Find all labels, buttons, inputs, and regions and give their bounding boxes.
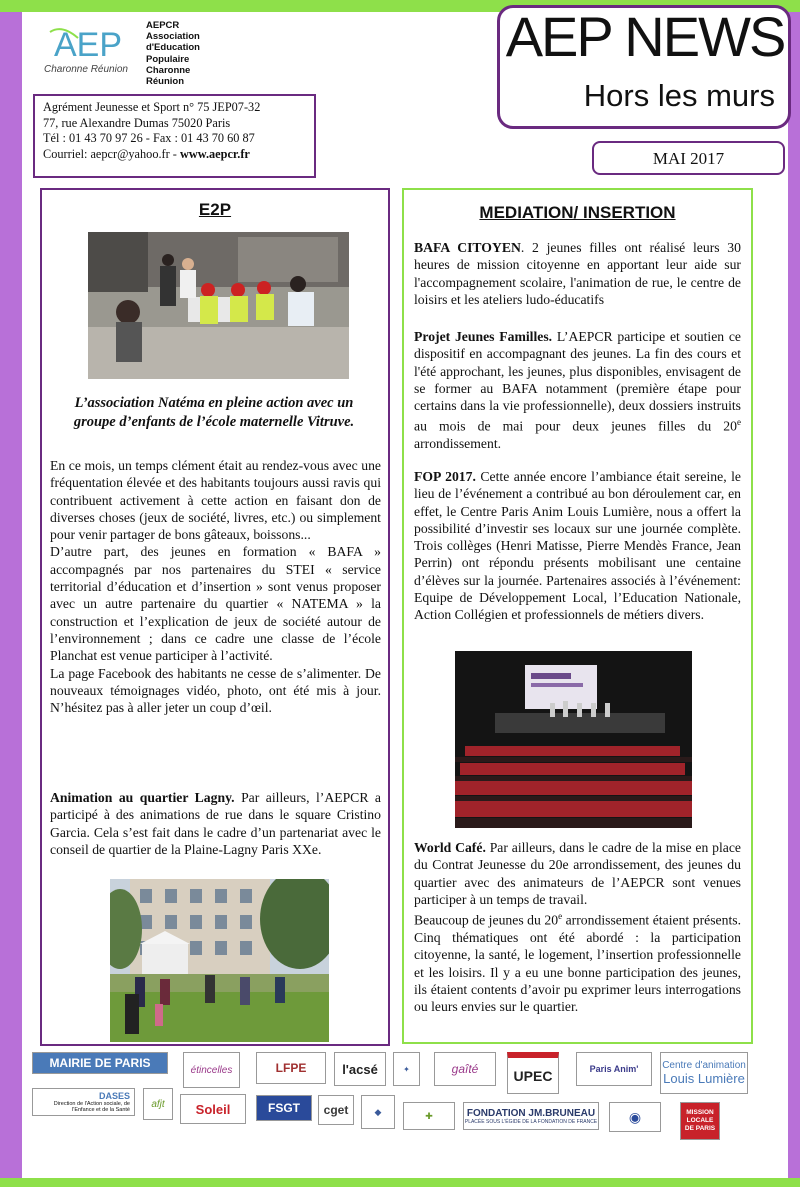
mairie-de-paris-logo: MAIRIE DE PARIS (32, 1052, 168, 1074)
cget-logo: cget (318, 1095, 354, 1125)
fsgt-logo: FSGT (256, 1095, 312, 1121)
etincelles-logo: étincelles (183, 1052, 240, 1088)
e2p-title: E2P (198, 200, 232, 219)
partner-logo-vertical: ✦ (393, 1052, 420, 1086)
fop-title: FOP 2017. (414, 469, 476, 484)
afjt-logo: afjt (143, 1088, 173, 1120)
org-line: Populaire (146, 53, 190, 65)
world-cafe-text: Par ailleurs, dans le cadre de la mise en place du Contrat Jeunesse du 20e arrondissement, des jeunes du quartier avec des animateurs de l’AEPCR sont venues participer à un temps de travail. (414, 840, 741, 907)
mission-line-2: LOCALE (686, 1117, 714, 1124)
bafa-text: . 2 jeunes filles ont réalisé leurs 30 heures de mission citoyenne en apportant leur aide sur l'accompagnement scolaire, l'animation de rue, le centre de loisirs et les ateliers ludo-éducatifs (414, 240, 741, 307)
org-name-block (146, 20, 256, 87)
org-line: Charonne (146, 64, 191, 76)
pjf-block (414, 328, 741, 453)
e2p-paragraph-2: D’autre part, des jeunes en formation « BAFA » accompagnés par nos partenaires du STEI « service territorial d’éducation et d’insertion » sont venus proposer avec un autre partenaire du quartier « NATEMA » la construction et l’explication de jeux de société autour de l’environnement ; dans ce cadre une classe de l’école Planchat est venue participer à l’activité. (50, 544, 381, 664)
newsletter-title: AEP NEWS (505, 5, 785, 68)
org-line: AEPCR (146, 20, 180, 31)
lagny-title: Animation au quartier Lagny. (50, 790, 235, 805)
upec-logo: UPEC (507, 1052, 559, 1094)
bafa-paragraph (414, 239, 741, 308)
world-cafe-title: World Café. (414, 840, 486, 855)
lagny-photo (110, 879, 329, 1042)
website-link[interactable]: www.aepcr.fr (179, 146, 250, 161)
natema-photo (88, 232, 349, 379)
thematiques-paragraph (414, 908, 741, 1015)
bafa-title: BAFA CITOYEN (414, 240, 521, 255)
pjf-title: Projet Jeunes Familles. (414, 329, 553, 344)
dases-title: DASES (98, 1091, 130, 1101)
newsletter-subtitle: Hors les murs (583, 78, 775, 113)
bafa-block (414, 239, 741, 308)
dases-logo (32, 1088, 135, 1116)
mission-line-1: MISSION (686, 1109, 714, 1116)
contact-line (43, 147, 306, 163)
mission-locale-logo (680, 1102, 720, 1140)
lagny-text: Par ailleurs, l’AEPCR a participé à des animations de rue dans le square Cristino Garcia. Cela s’est fait dans le cadre d’un partenariat avec le conseil de quartier de la Plaine-Lagny Paris XXe. (50, 790, 381, 857)
contact-line: 77, rue Alexandre Dumas 75020 Paris (43, 115, 231, 130)
paris-anim-logo: Paris Anim' (576, 1052, 652, 1086)
dases-subtitle: Direction de l'Action sociale, de l'Enfance et de la Santé (53, 1101, 130, 1113)
lagny-block (50, 789, 381, 858)
mediation-title: MEDIATION/ INSERTION (479, 203, 676, 222)
world-cafe-paragraph (414, 839, 741, 908)
issue-date: MAI 2017 (592, 141, 785, 175)
fondation-title: FONDATION JM.BRUNEAU (466, 1107, 596, 1119)
e2p-body (50, 457, 381, 716)
pjf-end: arrondissement. (414, 436, 502, 452)
world-cafe-block (414, 839, 741, 1016)
thematiques-text-a: Beaucoup de jeunes du 20 (414, 912, 559, 928)
lfpe-logo: LFPE (256, 1052, 326, 1084)
acse-logo: l'acsé (334, 1052, 386, 1086)
lagny-paragraph (50, 789, 381, 858)
fop-paragraph (414, 468, 741, 624)
aepcr-logo (40, 22, 136, 78)
fop-block (414, 468, 741, 624)
contact-box (33, 94, 316, 178)
contact-line: Agrément Jeunesse et Sport n° 75 JEP07-32 (43, 100, 261, 114)
thematiques-text-b: arrondissement étaient présents. Cinq thématiques ont été abordé : la participation citoyenne, la santé, le logement, l’insertion professionnelle et les loisirs. Il y a eu une bonne participation des jeunes, ils étaient contents d’avoir pu exprimer leurs interrogations ou leurs envies sur le quartier. (414, 912, 742, 1015)
louis-lumiere-title: Centre d'animation (662, 1060, 746, 1071)
org-line: d'Education (146, 42, 200, 54)
pjf-paragraph (414, 328, 741, 453)
fop-theater-photo (455, 651, 692, 828)
louis-lumiere-sub: Louis Lumière (663, 1071, 745, 1086)
right-decor-bar (788, 0, 800, 1187)
left-decor-bar (0, 0, 22, 1187)
e2p-paragraph-1: En ce mois, un temps clément était au rendez-vous avec une fréquentation élevée et des habitants toujours aussi ravis qui contribuent activement à cette action en faisant don de diverses choses (jeux de société, livres, etc.) ou simplement pour venir partager de bons gâteaux, boissons... (50, 458, 381, 543)
fondation-subtitle: PLACÉE SOUS L'ÉGIDE DE LA FONDATION DE FRANCE (464, 1118, 598, 1125)
natema-caption: L’association Natéma en pleine action avec un groupe d’enfants de l’école maternelle Vitruve. (73, 395, 355, 430)
logo-subtitle: Charonne Réunion (44, 64, 128, 75)
e2p-paragraph-3: La page Facebook des habitants ne cesse de s’alimenter. De nouveaux témoignages vidéo, photo, ont été mis à jour. N’hésitez pas à aller jeter un coup d’œil. (50, 665, 381, 716)
mission-line-3: DE PARIS (684, 1125, 716, 1132)
org-line: Réunion (146, 76, 184, 88)
soleil-logo: Soleil (180, 1094, 246, 1124)
thematiques-superscript: e (558, 911, 563, 922)
contact-email: Courriel: aepcr@yahoo.fr - (43, 146, 180, 161)
fondation-bruneau-logo (463, 1102, 599, 1130)
gaite-logo: gaîté (434, 1052, 496, 1086)
fop-text: Cette année encore l’ambiance était sereine, le lieu de l’événement a contribué au bon déroulement car, en effet, le Centre Paris Anim Louis Lumière, nous a offert la possibilité d’investir ses locaux sur une journée complète. Trois collèges (Henri Matisse, Pierre Mendès France, Jean Perrin) ont répondu présents mobilisant une centaine d’élèves sur la journée. Partenaires associés à l’événement: Equipe de Développement Local, l’Education Nationale, Action Collégien et professionnels de métiers divers. (414, 469, 741, 623)
louis-lumiere-logo (660, 1052, 748, 1094)
pjf-text: L’AEPCR participe et soutien ce dispositif en accompagnant des jeunes. La fin des cours et l'été approchant, les jeunes, plus disponibles, envisagent de se former au BAFA notamment (première étape pour certains dans la vie professionnelle), deux dossiers instruits au mois de mai pour deux jeunes filles du 20 (414, 329, 742, 435)
partner-logo-blue: ◆ (361, 1095, 395, 1129)
partner-logo-green: ✚ (403, 1102, 455, 1130)
partner-logo-book-icon: ◉ (609, 1102, 661, 1132)
bottom-decor-bar (0, 1178, 800, 1187)
org-line: Association (146, 31, 200, 43)
logo-letters: AEP (54, 26, 123, 64)
contact-line: Tél : 01 43 70 97 26 - Fax : 01 43 70 60 87 (43, 131, 255, 146)
pjf-superscript: e (737, 417, 741, 428)
